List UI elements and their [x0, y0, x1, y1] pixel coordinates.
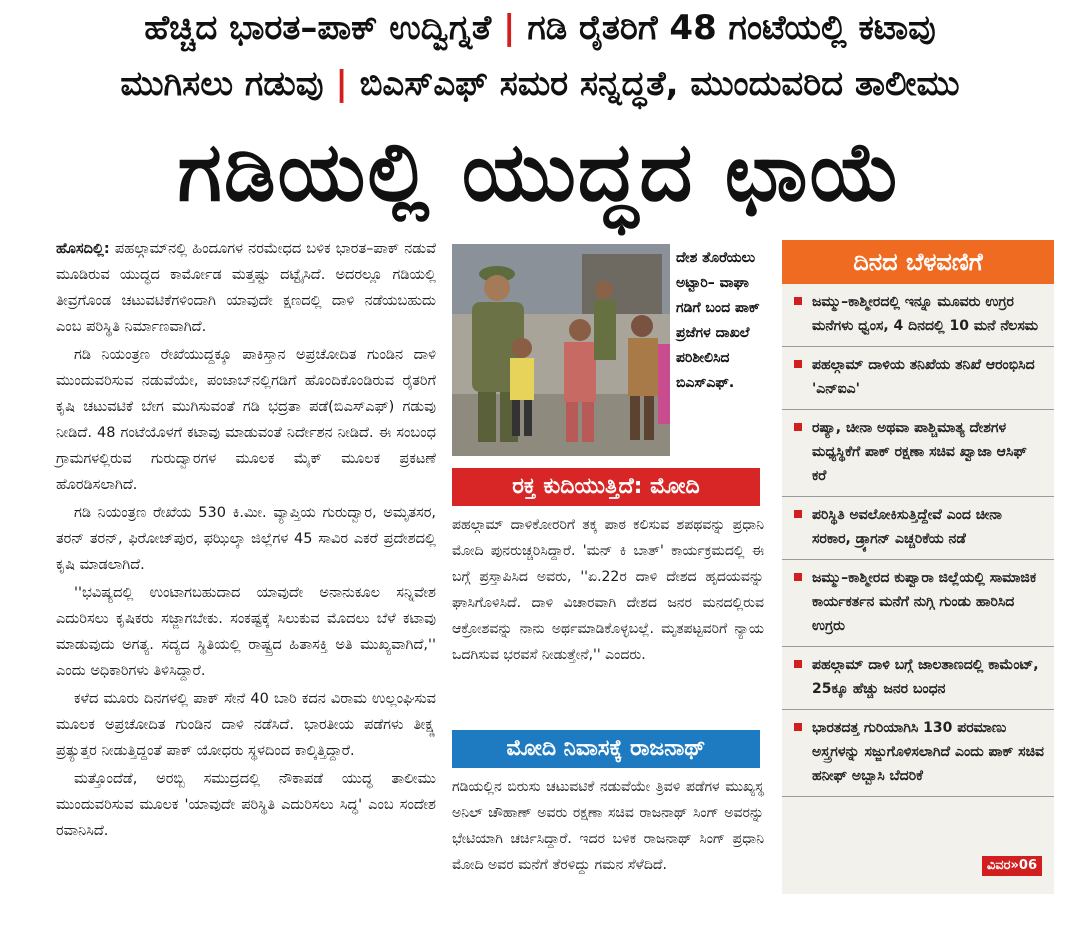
kicker-separator: |	[335, 64, 348, 104]
main-story	[56, 236, 436, 846]
bullet-icon	[794, 297, 802, 305]
sidebar-title: ದಿನದ ಬೆಳವಣಿಗೆ	[782, 240, 1054, 284]
dateline: ಹೊಸದಿಲ್ಲಿ:	[56, 241, 110, 257]
bullet-icon	[794, 660, 802, 668]
story-paragraph: ಗಡಿ ನಿಯಂತ್ರಣ ರೇಖೆಯುದ್ದಕ್ಕೂ ಪಾಕಿಸ್ತಾನ ಅಪ್ರಚೋದಿತ ಗುಂಡಿನ ದಾಳಿ ಮುಂದುವರಿಸುವ ನಡುವೆಯೇ, ಪಂಜಾಬ್‌ನಲ್ಲಿಗಡಿಗೆ ಹೊಂದಿಕೊಂಡಿರುವ ರೈತರಿಗೆ ಕೃಷಿ ಚಟುವಟಿಕೆ ಬೇಗ ಮುಗಿಸುವಂತೆ ಗಡಿ ಭದ್ರತಾ ಪಡೆ(ಬಿಎಸ್ಎಫ್) ಗಡುವು ನೀಡಿದೆ. 48 ಗಂಟೆಯೊಳಗೆ ಕಟಾವು ಮಾಡುವಂತೆ ನಿರ್ದೇಶನ ನೀಡಿದೆ. ಈ ಸಂಬಂಧ ಗ್ರಾಮಗಳಲ್ಲಿರುವ ಗುರುದ್ವಾರಗಳ ಮೂಲಕ ಮೈಕ್ ಮೂಲಕ ಪ್ರಕಟಣೆ ಹೊರಡಿಸಲಾಗಿದೆ.	[56, 347, 436, 493]
bullet-icon	[794, 423, 802, 431]
sidebar-item	[782, 284, 1054, 347]
story-paragraph: ಕಳೆದ ಮೂರು ದಿನಗಳಲ್ಲಿ ಪಾಕ್ ಸೇನೆ 40 ಬಾರಿ ಕದನ ವಿರಾಮ ಉಲ್ಲಂಘಿಸುವ ಮೂಲಕ ಅಪ್ರಚೋದಿತ ಗುಂಡಿನ ದಾಳಿ ನಡೆಸಿದೆ. ಭಾರತೀಯ ಪಡೆಗಳು ತೀಕ್ಷ್ಣ ಪ್ರತ್ಯುತ್ತರ ನೀಡುತ್ತಿದ್ದಂತೆ ಪಾಕ್ ಯೋಧರು ಸ್ಥಳದಿಂದ ಕಾಲ್ಕಿತ್ತಿದ್ದಾರೆ.	[56, 691, 436, 759]
kicker-text-2b: ಬಿಎಸ್ಎಫ್ ಸಮರ ಸನ್ನದ್ಧತೆ, ಮುಂದುವರಿದ ತಾಲೀಮು	[359, 64, 960, 104]
photo-image	[452, 244, 670, 456]
continued-page-tag[interactable]: ವಿವರ»06	[982, 856, 1042, 876]
sidebar-item-text: ಭಾರತದತ್ತ ಗುರಿಯಾಗಿಸಿ 130 ಪರಮಾಣು ಅಸ್ತ್ರಗಳನ್ನು ಸಜ್ಜುಗೊಳಿಸಲಾಗಿದೆ ಎಂದು ಪಾಕ್ ಸಚಿವ ಹನೀಫ್ ಅಬ್ಬಾಸಿ ಬೆದರಿಕೆ	[812, 720, 1044, 784]
sidebar-item-text: ಜಮ್ಮು–ಕಾಶ್ಮೀರದ ಕುಪ್ವಾರಾ ಜಿಲ್ಲೆಯಲ್ಲಿ ಸಾಮಾಜಿಕ ಕಾರ್ಯಕರ್ತನ ಮನೆಗೆ ನುಗ್ಗಿ ಗುಂಡು ಹಾರಿಸಿದ ಉಗ್ರರು	[812, 570, 1037, 634]
sidebar-item	[782, 560, 1054, 647]
kicker-line-1	[0, 6, 1080, 50]
sidebar-item	[782, 710, 1054, 797]
rajnath-story-text: ಗಡಿಯಲ್ಲಿನ ಬಿರುಸು ಚಟುವಟಿಕೆ ನಡುವೆಯೇ ತ್ರಿವಳಿ ಪಡೆಗಳ ಮುಖ್ಯಸ್ಥ ಅನಿಲ್ ಚೌಹಾಣ್ ಅವರು ರಕ್ಷಣಾ ಸಚಿವ ರಾಜನಾಥ್ ಸಿಂಗ್ ಅವರನ್ನು ಭೇಟಿಯಾಗಿ ಚರ್ಚಿಸಿದ್ದಾರೆ. ಇದರ ಬಳಿಕ ರಾಜನಾಥ್ ಸಿಂಗ್ ಪ್ರಧಾನಿ ಮೋದಿ ಅವರ ಮನೆಗೆ ತೆರಳಿದ್ದು ಗಮನ ಸೆಳೆದಿದೆ.	[452, 779, 764, 873]
sidebar-item-text: ರಷ್ಯಾ, ಚೀನಾ ಅಥವಾ ಪಾಶ್ಚಿಮಾತ್ಯ ದೇಶಗಳ ಮಧ್ಯಸ್ಥಿಕೆಗೆ ಪಾಕ್ ರಕ್ಷಣಾ ಸಚಿವ ಖ್ವಾಜಾ ಆಸಿಫ್ ಕರೆ	[812, 420, 1027, 484]
daily-developments-sidebar	[782, 240, 1054, 894]
story-paragraph: ಗಡಿ ನಿಯಂತ್ರಣ ರೇಖೆಯ 530 ಕಿ.ಮೀ. ವ್ಯಾಪ್ತಿಯ ಗುರುದ್ವಾರ, ಅಮೃತಸರ, ತರನ್ ತರನ್, ಫಿರೋಜ್‌ಪುರ, ಫಝಿಲ್ಕಾ ಜಿಲ್ಲೆಗಳ 45 ಸಾವಿರ ಎಕರೆ ಪ್ರದೇಶದಲ್ಲಿ ಕೃಷಿ ಮಾಡಲಾಗಿದೆ.	[56, 505, 436, 573]
photo-caption: ದೇಶ ತೊರೆಯಲು ಅಟ್ಟಾರಿ– ವಾಘಾ ಗಡಿಗೆ ಬಂದ ಪಾಕ್ ಪ್ರಜೆಗಳ ದಾಖಲೆ ಪರಿಶೀಲಿಸಿದ ಬಿಎಸ್ಎಫ್.	[676, 250, 760, 391]
kicker-text-1b: ಗಡಿ ರೈತರಿಗೆ 48 ಗಂಟೆಯಲ್ಲಿ ಕಟಾವು	[527, 8, 936, 48]
sidebar-item	[782, 410, 1054, 497]
kicker-separator: |	[503, 8, 516, 48]
sidebar-item-text: ಜಮ್ಮು–ಕಾಶ್ಮೀರದಲ್ಲಿ ಇನ್ನೂ ಮೂವರು ಉಗ್ರರ ಮನೆಗಳು ಧ್ವಂಸ, 4 ದಿನದಲ್ಲಿ 10 ಮನೆ ನೆಲಸಮ	[812, 294, 1039, 334]
news-photo	[452, 244, 670, 456]
story-paragraph	[56, 236, 436, 340]
story-paragraph: ''ಭವಿಷ್ಯದಲ್ಲಿ ಉಂಟಾಗಬಹುದಾದ ಯಾವುದೇ ಅನಾನುಕೂಲ ಸನ್ನಿವೇಶ ಎದುರಿಸಲು ಕೃಷಿಕರು ಸಜ್ಜಾಗಬೇಕು. ಸಂಕಷ್ಟಕ್ಕೆ ಸಿಲುಕುವ ಮೊದಲು ಬೆಳೆ ಕಟಾವು ಮಾಡುವುದು ಅಗತ್ಯ. ಸದ್ಯದ ಸ್ಥಿತಿಯಲ್ಲಿ ರಾಷ್ಟ್ರದ ಹಿತಾಸಕ್ತಿ ಅತಿ ಮುಖ್ಯವಾಗಿದೆ,'' ಎಂದು ಅಧಿಕಾರಿಗಳು ತಿಳಿಸಿದ್ದಾರೆ.	[56, 585, 436, 679]
modi-story-heading: ರಕ್ತ ಕುದಿಯುತ್ತಿದೆ: ಮೋದಿ	[452, 468, 760, 506]
sidebar-item	[782, 647, 1054, 710]
sidebar-item	[782, 347, 1054, 410]
sidebar-item-text: ಪಹಲ್ಗಾಮ್ ದಾಳಿ ಬಗ್ಗೆ ಜಾಲತಾಣದಲ್ಲಿ ಕಾಮೆಂಟ್, 25ಕ್ಕೂ ಹೆಚ್ಚು ಜನರ ಬಂಧನ	[812, 657, 1039, 697]
sidebar-item	[782, 497, 1054, 560]
sidebar-item-text: ಪರಿಸ್ಥಿತಿ ಅವಲೋಕಿಸುತ್ತಿದ್ದೇವೆ ಎಂದ ಚೀನಾ ಸರಕಾರ, ಡ್ರ್ಯಾಗನ್ ಎಚ್ಚರಿಕೆಯ ನಡೆ	[812, 507, 1002, 547]
sidebar-item-text: ಪಹಲ್ಗಾಮ್ ದಾಳಿಯ ತನಿಖೆಯ ತನಿಖೆ ಆರಂಭಿಸಿದ 'ಎನ್‌ಐಎ'	[812, 357, 1035, 397]
bullet-icon	[794, 510, 802, 518]
kicker-text-1a: ಹೆಚ್ಚಿದ ಭಾರತ–ಪಾಕ್ ಉದ್ವಿಗ್ನತೆ	[144, 8, 492, 48]
story-paragraph: ಮತ್ತೊಂದೆಡೆ, ಅರಬ್ಬಿ ಸಮುದ್ರದಲ್ಲಿ ನೌಕಾಪಡೆ ಯುದ್ಧ ತಾಲೀಮು ಮುಂದುವರಿಸುವ ಮೂಲಕ 'ಯಾವುದೇ ಪರಿಸ್ಥಿತಿ ಎದುರಿಸಲು ಸಿದ್ಧ' ಎಂಬ ಸಂದೇಶ ರವಾನಿಸಿದೆ.	[56, 771, 436, 839]
main-headline: ಗಡಿಯಲ್ಲಿ ಯುದ್ಧದ ಛಾಯೆ	[177, 125, 903, 220]
bullet-icon	[794, 573, 802, 581]
rajnath-story-heading: ಮೋದಿ ನಿವಾಸಕ್ಕೆ ರಾಜನಾಥ್	[452, 730, 760, 768]
bullet-icon	[794, 723, 802, 731]
modi-story-text: ಪಹಲ್ಗಾಮ್ ದಾಳಿಕೋರರಿಗೆ ತಕ್ಕ ಪಾಠ ಕಲಿಸುವ ಶಪಥವನ್ನು ಪ್ರಧಾನಿ ಮೋದಿ ಪುನರುಚ್ಚರಿಸಿದ್ದಾರೆ. 'ಮನ್ ಕಿ ಬಾತ್' ಕಾರ್ಯಕ್ರಮದಲ್ಲಿ ಈ ಬಗ್ಗೆ ಪ್ರಸ್ತಾಪಿಸಿದ ಅವರು, ''ಏ.22ರ ದಾಳಿ ದೇಶದ ಹೃದಯವನ್ನು ಘಾಸಿಗೊಳಿಸಿದೆ. ದಾಳಿ ವಿಚಾರವಾಗಿ ದೇಶದ ಜನರ ಮನದಲ್ಲಿರುವ ಆಕ್ರೋಶವನ್ನು ನಾನು ಅರ್ಥಮಾಡಿಕೊಳ್ಳಬಲ್ಲೆ. ಮೃತಪಟ್ಟವರಿಗೆ ನ್ಯಾಯ ಒದಗಿಸುವ ಭರವಸೆ ನೀಡುತ್ತೇನೆ,'' ಎಂದರು.	[452, 517, 764, 663]
bullet-icon	[794, 360, 802, 368]
kicker-line-2	[0, 62, 1080, 106]
kicker-text-2a: ಮುಗಿಸಲು ಗಡುವು	[120, 64, 324, 104]
story-text: ಪಹಲ್ಗಾಮ್‌ನಲ್ಲಿ ಹಿಂದೂಗಳ ನರಮೇಧದ ಬಳಿಕ ಭಾರತ–ಪಾಕ್ ನಡುವೆ ಮೂಡಿರುವ ಯುದ್ಧದ ಕಾರ್ಮೋಡ ಮತ್ತಷ್ಟು ದಟ್ಟೈಸಿದೆ. ಅದರಲ್ಲೂ ಗಡಿಯಲ್ಲಿ ತೀವ್ರಗೊಂಡ ಚಟುವಟಿಕೆಗಳಿಂದಾಗಿ ಯಾವುದೇ ಕ್ಷಣದಲ್ಲಿ ದಾಳಿ ನಡೆಯಬಹುದು ಎಂಬ ಪರಿಸ್ಥಿತಿ ನಿರ್ಮಾಣವಾಗಿದೆ.	[56, 241, 437, 335]
